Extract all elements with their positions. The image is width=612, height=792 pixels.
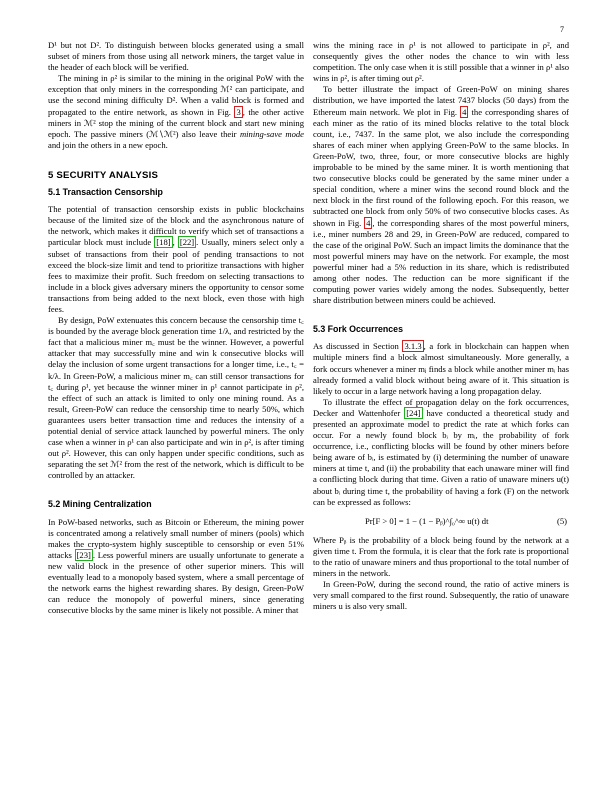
citation-link-24[interactable]: [24] bbox=[406, 407, 421, 418]
text-segment: . Usually, miners select only a subset of transactions from their pool of pending transactions to not exceed the block-size limit and tend to prioritize transactions with higher fees to maximize their profit. Such freedom on selecting transactions to include in a block gives adversary miners the opportunity to censor some transactions from being added to the next block, even those with high fees. bbox=[48, 237, 304, 314]
right-column bbox=[313, 40, 569, 613]
equation-number: (5) bbox=[556, 515, 567, 526]
page-number: 7 bbox=[560, 25, 564, 34]
paragraph-censorship bbox=[48, 204, 304, 315]
section-link-3-1-3[interactable]: 3.1.3 bbox=[404, 341, 422, 352]
equation-fork-probability bbox=[313, 516, 569, 527]
paragraph-centralization-cont: wins the mining race in ρ¹ is not allowed to participate in ρ², and consequently gives the other nodes the chance to win with less competition. The only case when it is still possible that a winner in ρ¹ also wins in ρ², is after timing out ρ². bbox=[313, 40, 569, 84]
text-segment: As discussed in Section bbox=[313, 341, 403, 352]
paragraph-mining-shares bbox=[313, 84, 569, 306]
paragraph-censorship-design: By design, PoW extenuates this concern because the censorship time t꜀ is bounded by the average block generation time 1/λ, and restricted by the fact that a malicious miner m꜀ must be the winner. However, a powerful attacker that may successfully mine and win k consecutive blocks will delay the inclusion of some urgent transactions for a longer time, i.e., t꜀ = k/λ. In Green-PoW, a malicious miner m꜀ can still censor transactions for t꜀ during ρ¹, yet because the winner miner in ρ¹ cannot participate in ρ², the effect of such an attack is limited to only one mining round. As a result, Green-PoW can reduce the censorship time to nearly 50%, which guarantees users better transaction time and reduces the intensity of a potential denial of service attack launched by powerful miners. The only case when a winner in ρ¹ can also participate and win in ρ², is after timing out ρ². However, this can only happen under specific conditions, such as separating the set ℳ² from the rest of the network, which is difficult to be controlled by an attacker. bbox=[48, 315, 304, 481]
figure-link-4[interactable]: 4 bbox=[366, 217, 371, 228]
text-segment: the corresponding shares of each miner as the ratio of its mined blocks relative to the total block count, i.e., 7437. In the same plot, we also include the corresponding shares of each miner when applying Green-PoW to the same blocks. In Green-PoW, two, three, four, or more consecutive blocks are highly improbable to be mined by the same miner. It is worth mentioning that two consecutive blocks could be generated by the same miner under a special condition, where a miner wins the second round block and the next block in the first round of the following epoch. For this reason, we subtracted one block from only 50% of two consecutive blocks cases. As shown in Fig. bbox=[313, 106, 570, 228]
equation-formula: Pr[F > 0] = 1 − (1 − Pᵦ)^∫₀^∞ u(t) dt bbox=[365, 515, 489, 526]
citation-link-22[interactable]: [22] bbox=[179, 237, 195, 248]
paragraph-fork-where: Where Pᵦ is the probability of a block being found by the network at a given time t. From the formula, it is clear that the fork rate is proportional to the ratio of unaware miners and thus proportional to the total number of miners in the network. bbox=[313, 534, 569, 579]
paragraph-fork-green-pow: In Green-PoW, during the second round, the ratio of active miners is very small compared to the first round. Subsequently, the ratio of unaware miners u is also very small. bbox=[313, 579, 569, 612]
figure-link-4[interactable]: 4 bbox=[462, 106, 467, 117]
text-segment: , the corresponding shares of the most powerful miners, i.e., miner numbers 28 and 29, in Green-PoW are reduced, compared to the case of the original PoW. Such an impact limits the dominance that the most powerful miners may have on the network. For example, the most powerful miner had a 5% reduction in its share, which is redistributed among other nodes. The reduction can be more significant if the computing power varies widely among the nodes. Subsequently, better share distribution between miners could be achieved. bbox=[313, 217, 569, 306]
text-segment: and join the others in a new epoch. bbox=[48, 139, 168, 150]
figure-link-3[interactable]: 3 bbox=[236, 106, 241, 117]
section-heading-security-analysis: 5 SECURITY ANALYSIS bbox=[48, 169, 159, 181]
text-segment: . Less powerful miners are usually unfortunate to generate a new valid block in the presence of other superior miners. This will eventually lead to a monopoly based system, where a small percentage of the network earns the highest rewarding shares. By design, Green-PoW can reduce the monopoly of powerful miners, since generating consecutive blocks by the same miner is likely not possible. A miner that bbox=[48, 549, 304, 616]
paragraph-fork-intro bbox=[313, 341, 569, 396]
citation-link-18[interactable]: [18] bbox=[156, 237, 171, 248]
emphasis-term: mining-save mode bbox=[239, 128, 304, 139]
text-segment: , bbox=[172, 237, 178, 248]
paragraph-fork-delay bbox=[313, 397, 569, 508]
text-segment: To better illustrate the impact of Green-PoW on mining shares distribution, we have imported the latest 7437 blocks (50 days) from the Ethereum main network. We plot in Fig. bbox=[313, 84, 569, 117]
paragraph-mining-rho2 bbox=[48, 73, 304, 151]
text-segment: In PoW-based networks, such as Bitcoin or Ethereum, the mining power is concentrated among a relatively small number of miners (pools) which makes the crypto-system highly susceptible to censorship or even 51% attacks bbox=[48, 516, 304, 560]
text-segment: The mining in ρ² is similar to the mining in the original PoW with the exception that only miners in the corresponding ℳ² can participate, and use the second mining difficulty D². When a valid block is formed and propagated to the entire network, as shown in Fig. bbox=[48, 73, 304, 117]
text-segment: To illustrate the effect of propagation delay on the fork occurrences, Decker and Wattenhofer bbox=[313, 396, 569, 418]
text-segment: have conducted a theoretical study and presented an approximate model to predict the rate at which forks can occur. For a newly found block bᵢ by mᵢ, the probability of fork occurrence, i.e., conflicting blocks will be found by other miners before being aware of bᵢ, is estimated by (i) determining the number of unaware miners at time t, and (ii) the probability that each unaware miner will find a conflicting block during that time. Given a ratio of unaware miners u(t) about bᵢ during time t, the probability of having a fork (F) on the network can be expressed as follows: bbox=[313, 407, 569, 507]
subsection-heading-fork-occurrences: 5.3 Fork Occurrences bbox=[313, 324, 403, 335]
paragraph-intro: D¹ but not D². To distinguish between blocks generated using a small subset of miners from those using all network miners, the target value in the header of each block will be verified. bbox=[48, 40, 304, 73]
left-column bbox=[48, 40, 304, 616]
citation-link-23[interactable]: [23] bbox=[76, 549, 91, 560]
text-segment: The potential of transaction censorship exists in public blockchains because of the limited size of the block and the asynchronous nature of the network, which makes it difficult to verify which set of transactions a particular block must include bbox=[48, 204, 304, 248]
paragraph-centralization bbox=[48, 517, 304, 617]
subsection-heading-transaction-censorship: 5.1 Transaction Censorship bbox=[48, 187, 163, 198]
text-segment: , a fork in blockchain can happen when multiple miners find a block almost simultaneously. More generally, a fork occurs whenever a miner mⱼ finds a block while another miner mᵢ has already formed a valid block without being aware of it. This situation is likely to occur in a large network having a long propagation delay. bbox=[313, 341, 570, 396]
subsection-heading-mining-centralization: 5.2 Mining Centralization bbox=[48, 499, 152, 510]
text-segment: , the other active miners in ℳ² stop the mining of the current block and start new mining epoch. The passive miners (ℳ∖ℳ²) also leave their bbox=[48, 106, 304, 139]
